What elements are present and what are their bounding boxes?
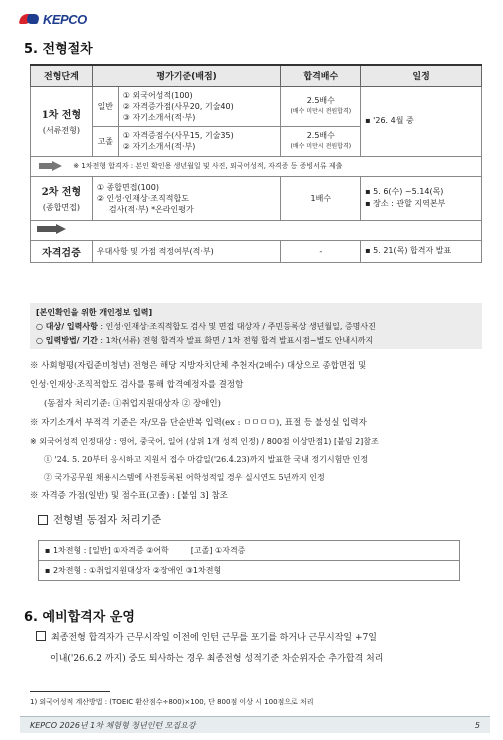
note-line: ※ 외국어성적 인정대상 : 영어, 중국어, 일어 (상위 1개 성적 인정) / 800점 이상만점1) [붙임 2]참조 [30, 437, 379, 446]
arrow-row [31, 220, 482, 240]
section6-text: 이내('26.6.2 까지) 중도 퇴사하는 경우 최종전형 성적기준 차순위자순 추가합격 처리 [50, 654, 384, 664]
stage1-sub: (서류전형) [42, 126, 80, 135]
language-notes [30, 433, 490, 505]
table-header-row [31, 65, 482, 86]
privacy-notice [30, 303, 482, 349]
page-number: 5 [474, 720, 480, 730]
stage3-schedule: ▪ 5. 21(목) 합격자 발표 [361, 240, 482, 262]
criteria-item: ② 자격증가점(사무20, 기술40) [122, 101, 234, 111]
highschool-ratio [281, 126, 361, 156]
privacy-line2-text: : 1차(서류) 전형 합격자 발표 화면 / 1차 전형 합격 발표시점~별도 안내시까지 [97, 336, 374, 345]
criteria-item: 검사(적·부) *온라인평가 [108, 204, 194, 214]
footnote-divider [30, 691, 110, 692]
stage2-name: 2차 전형 [41, 187, 82, 198]
checkbox-square-icon [36, 631, 46, 641]
note-line: ② 국가공무원 채용시스템에 사전등록된 어학성적일 경우 실시연도 5년까지 인정 [44, 473, 325, 482]
general-ratio [281, 86, 361, 126]
stage3-ratio: - [281, 240, 361, 262]
notes-block [30, 357, 490, 433]
logo-text: KEPCO [43, 11, 87, 27]
footer-title: KEPCO 2026년 1차 체험형 청년인턴 모집요강 [30, 720, 196, 730]
section6-body [36, 628, 496, 670]
general-criteria [118, 86, 281, 126]
ratio-value: 2.5배수 [306, 131, 335, 140]
footnote: 1) 외국어성적 계산방법 : (TOEIC 환산점수÷800)×100, 단 800점 이상 시 100점으로 처리 [30, 698, 314, 706]
privacy-line1 [36, 320, 476, 334]
arrow-right-icon [39, 161, 63, 171]
stage3-name: 자격검증 [42, 247, 81, 259]
stage1-schedule: ▪ '26. 4월 중 [361, 86, 482, 156]
stage3-criteria: 우대사항 및 가점 적정여부(적·부) [92, 240, 281, 262]
category-highschool: 고졸 [92, 126, 118, 156]
criteria-item: ① 자격증점수(사무15, 기술35) [122, 131, 234, 140]
tiebreak-heading [38, 512, 161, 527]
section-5-title: 5. 전형절차 [24, 42, 93, 57]
note-line: ※ 자기소개서 부적격 기준은 자/모음 단순반복 입력(ex : ㅁㅁㅁㅁ), 표절 등 불성실 입력자 [30, 418, 367, 428]
schedule-item: ▪ 5. 6(수) ~5.14(목) [365, 187, 444, 196]
note1-text: ※ 1차전형 합격자 : 본인 확인용 생년월일 및 사진, 외국어성적, 자격증 등 증빙서류 제출 [73, 162, 343, 170]
header-criteria: 평가기준(배점) [92, 65, 281, 86]
stage2-schedule [361, 176, 482, 220]
tiebreak-title: 전형별 동점자 처리기준 [53, 514, 162, 526]
stage2-ratio: 1배수 [281, 176, 361, 220]
stage2-cell [31, 176, 93, 220]
page-footer [20, 716, 490, 733]
procedure-table [30, 64, 482, 263]
ratio-note: (배수 미만시 전원합격) [290, 108, 352, 115]
note-line: 인성·인재상·조직적합도 검사를 통해 합격예정자를 결정함 [30, 380, 244, 390]
kepco-logo [20, 10, 87, 28]
privacy-line1-label: ○ 대상/ 입력사항 [36, 322, 98, 331]
stage2-sub: (종합면접) [42, 203, 80, 212]
tiebreak-row [39, 541, 460, 561]
note-line: ※ 자격증 가점(일반) 및 점수표(고졸) : [붙임 3] 참조 [30, 491, 228, 501]
note-line: ① '24. 5. 20부터 응시하고 지원서 접수 마감일('26.4.23)까지 발표한 국내 정기시험만 인정 [44, 455, 369, 464]
header-schedule: 일정 [361, 65, 482, 86]
tiebreak-text: [고졸] ①자격증 [190, 546, 246, 555]
privacy-title: [본인확인을 위한 개인정보 입력] [36, 308, 153, 317]
category-general: 일반 [92, 86, 118, 126]
stage2-row [31, 176, 482, 220]
tiebreak-row [39, 561, 460, 581]
highschool-criteria [118, 126, 281, 156]
stage3-cell [31, 240, 93, 262]
note1-row [31, 156, 482, 176]
tiebreak-table [38, 540, 460, 581]
privacy-line1-text: : 인성·인재상·조직적합도 검사 및 면접 대상자 / 주민등록상 생년월일, 증명사진 [97, 322, 376, 331]
note1-cell [31, 156, 482, 176]
stage1-general-row [31, 86, 482, 126]
schedule-item: ▪ 장소 : 관할 지역본부 [365, 199, 446, 208]
section6-line1 [36, 628, 496, 649]
tiebreak-row2: ▪ 2차전형 : ①취업지원대상자 ②장애인 ③1차전형 [39, 561, 460, 581]
kepco-logo-icon [20, 12, 40, 26]
tiebreak-text: ▪ 1차전형 : [일반] ①자격증 ②어학 [45, 546, 169, 555]
criteria-item: ③ 자기소개서(적·부) [122, 112, 196, 122]
criteria-item: ① 종합면접(100) [96, 182, 159, 192]
note-line: ※ 사회형평(자립준비청년) 전형은 해당 지방자치단체 추천자(2배수) 대상으로 종합면접 및 [30, 361, 367, 371]
stage1-cell [31, 86, 93, 156]
stage2-criteria [92, 176, 281, 220]
stage3-row [31, 240, 482, 262]
header-ratio: 합격배수 [281, 65, 361, 86]
arrow-right-icon [37, 224, 67, 234]
header-stage: 전형단계 [31, 65, 93, 86]
tiebreak-row1 [39, 541, 460, 561]
arrow-cell [31, 220, 482, 240]
section6-text: 최종전형 합격자가 근무시작일 이전에 인턴 근무를 포기를 하거나 근무시작일 +7일 [51, 633, 377, 643]
privacy-line2 [36, 334, 476, 348]
ratio-note: (배수 미만시 전원합격) [290, 143, 352, 150]
privacy-line2-label: ○ 입력방법/ 기간 [36, 336, 98, 345]
criteria-item: ① 외국어성적(100) [122, 90, 193, 100]
section-6-title: 6. 예비합격자 운영 [24, 610, 135, 625]
criteria-item: ② 자기소개서(적·부) [122, 142, 196, 151]
stage1-name: 1차 전형 [41, 110, 82, 121]
checkbox-square-icon [38, 515, 48, 525]
ratio-value: 2.5배수 [306, 96, 335, 105]
note-line: (동점자 처리기준: ①취업지원대상자 ② 장애인) [44, 399, 221, 409]
criteria-item: ② 인성·인재상·조직적합도 [96, 193, 189, 203]
